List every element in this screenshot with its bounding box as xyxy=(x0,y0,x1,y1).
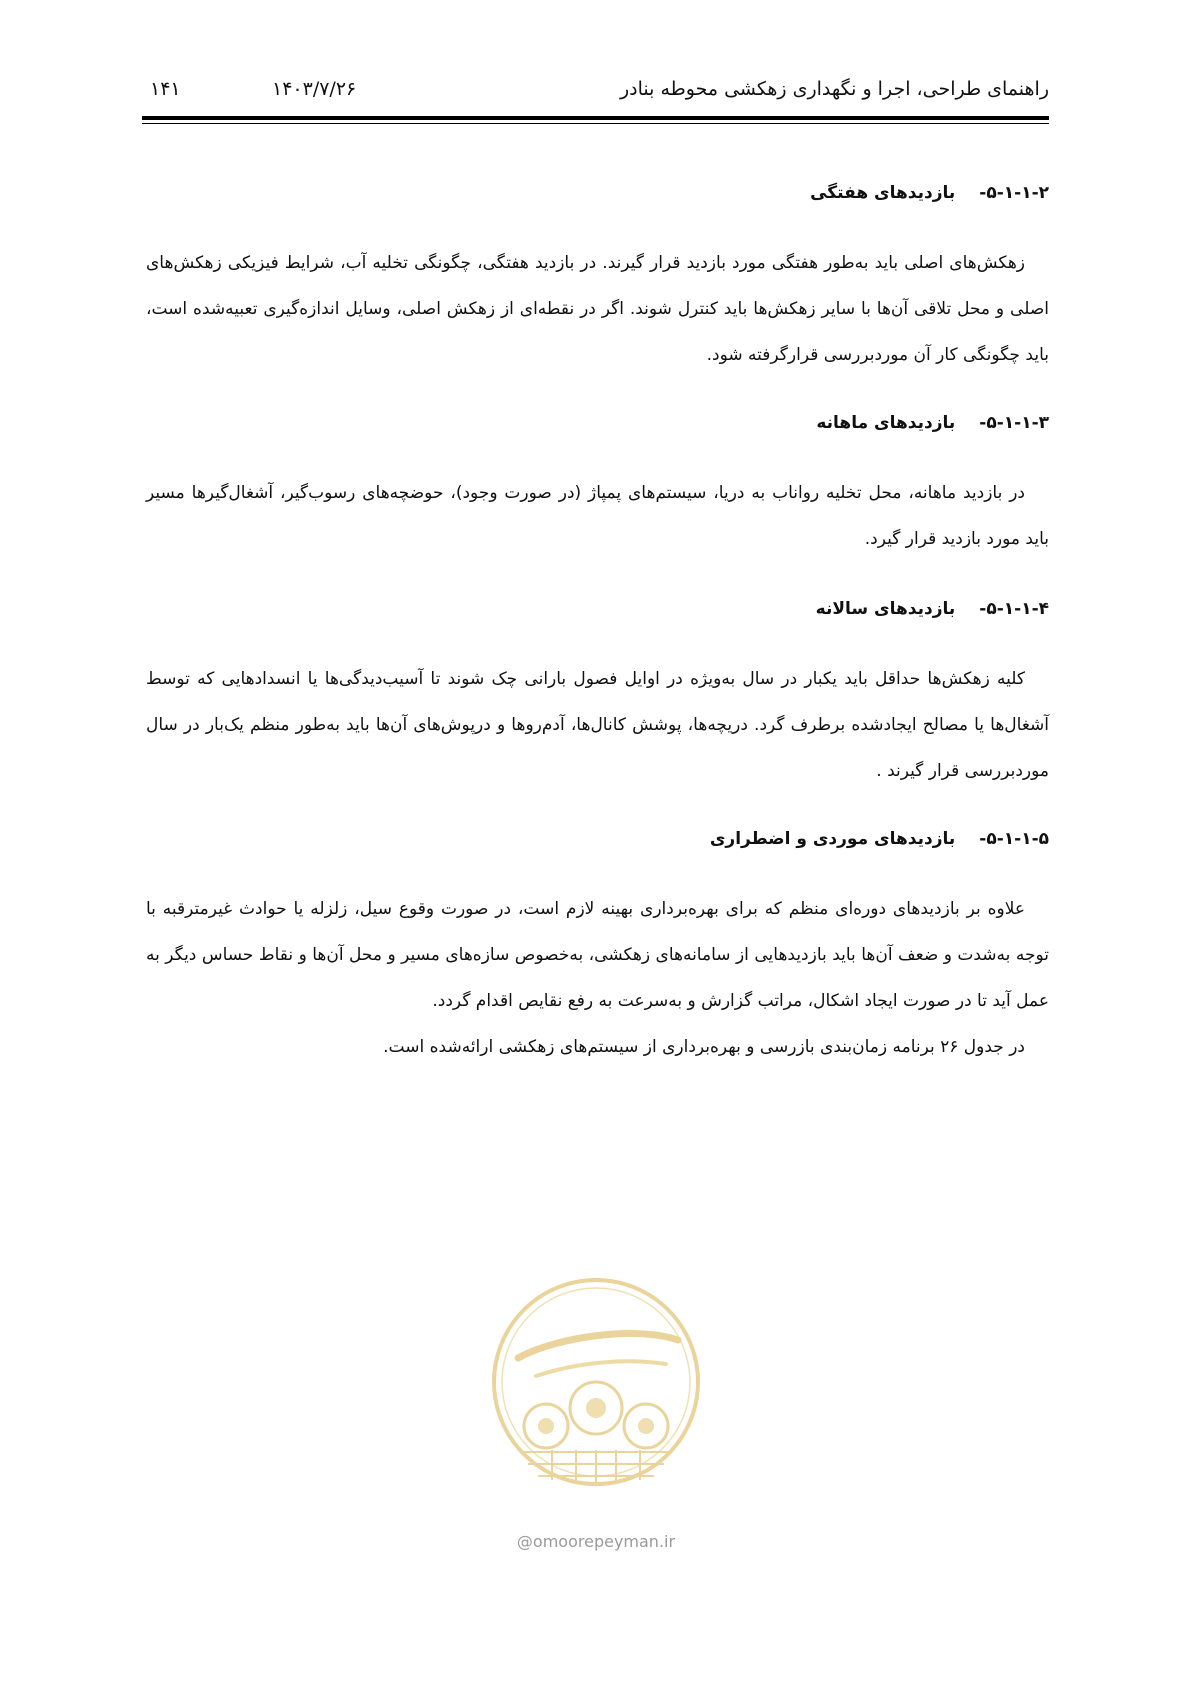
header-date: ۱۴۰۳/۷/۲۶ xyxy=(272,78,357,100)
page-header xyxy=(142,78,1049,112)
section-title: بازدیدهای هفتگی xyxy=(810,183,956,203)
header-rule-thick xyxy=(142,116,1049,120)
section-heading xyxy=(146,410,1049,436)
watermark-logo xyxy=(488,1266,704,1526)
document-title: راهنمای طراحی، اجرا و نگهداری زهکشی محوطه بنادر xyxy=(619,78,1049,100)
section-heading xyxy=(146,180,1049,206)
page-body xyxy=(146,180,1049,1070)
watermark-url: @omoorepeyman.ir xyxy=(516,1532,676,1551)
section-heading xyxy=(146,826,1049,852)
section-number: ۵-۱-۱-۵- xyxy=(979,829,1049,849)
section-heading xyxy=(146,596,1049,622)
paragraph: کلیه زهکش‌ها حداقل باید یکبار در سال به‌ویژه در اوایل فصول بارانی چک شوند تا آسیب‌دیدگی‌ها یا انسدادهایی که توسط آشغال‌ها یا مصالح ایجادشده برطرف گرد. دریچه‌ها، پوشش کانال‌ها، آدم‌روها و درپوش‌های آن‌ها باید به‌طور منظم یک‌بار در سال موردبررسی قرار گیرند . xyxy=(146,669,1049,781)
paragraph: زهکش‌های اصلی باید به‌طور هفتگی مورد بازدید قرار گیرند. در بازدید هفتگی، چگونگی تخلیه آب، شرایط فیزیکی زهکش‌های اصلی و محل تلاقی آن‌ها با سایر زهکش‌ها باید کنترل شوند. اگر در نقطه‌ای از زهکش اصلی، وسایل اندازه‌گیری تعبیه‌شده است، باید چگونگی کار آن موردبررسی قرارگرفته شود. xyxy=(146,253,1049,365)
omoor-peyman-logo-icon xyxy=(488,1266,704,1526)
section-number: ۵-۱-۱-۴- xyxy=(979,599,1049,619)
header-rule-thin xyxy=(142,123,1049,124)
section-title: بازدیدهای ماهانه xyxy=(816,413,956,433)
section-title: بازدیدهای سالانه xyxy=(815,599,956,619)
paragraph: علاوه بر بازدیدهای دوره‌ای منظم که برای بهره‌برداری بهینه لازم است، در صورت وقوع سیل، زلزله یا حوادث غیرمترقبه با توجه به‌شدت و ضعف آن‌ها باید بازدیدهایی از سامانه‌های زهکشی، به‌خصوص سازه‌های مسیر و محل آن‌ها و نقاط حساس دیگر به عمل آید تا در صورت ایجاد اشکال، مراتب گزارش و به‌سرعت به رفع نقایص اقدام گردد. xyxy=(146,899,1049,1011)
section-annual-inspections xyxy=(146,596,1049,794)
section-emergency-inspections xyxy=(146,826,1049,1070)
paragraph: در بازدید ماهانه، محل تخلیه رواناب به دریا، سیستم‌های پمپاژ (در صورت وجود)، حوضچه‌های رسوب‌گیر، آشغال‌گیرها مسیر باید مورد بازدید قرار گیرد. xyxy=(146,483,1049,549)
section-number: ۵-۱-۱-۳- xyxy=(979,413,1049,433)
page-number: ۱۴۱ xyxy=(150,78,181,100)
section-title: بازدیدهای موردی و اضطراری xyxy=(709,829,956,849)
section-weekly-inspections xyxy=(146,180,1049,378)
section-number: ۵-۱-۱-۲- xyxy=(979,183,1049,203)
section-monthly-inspections xyxy=(146,410,1049,562)
paragraph: در جدول ۲۶ برنامه زمان‌بندی بازرسی و بهره‌برداری از سیستم‌های زهکشی ارائه‌شده است. xyxy=(383,1037,1025,1057)
